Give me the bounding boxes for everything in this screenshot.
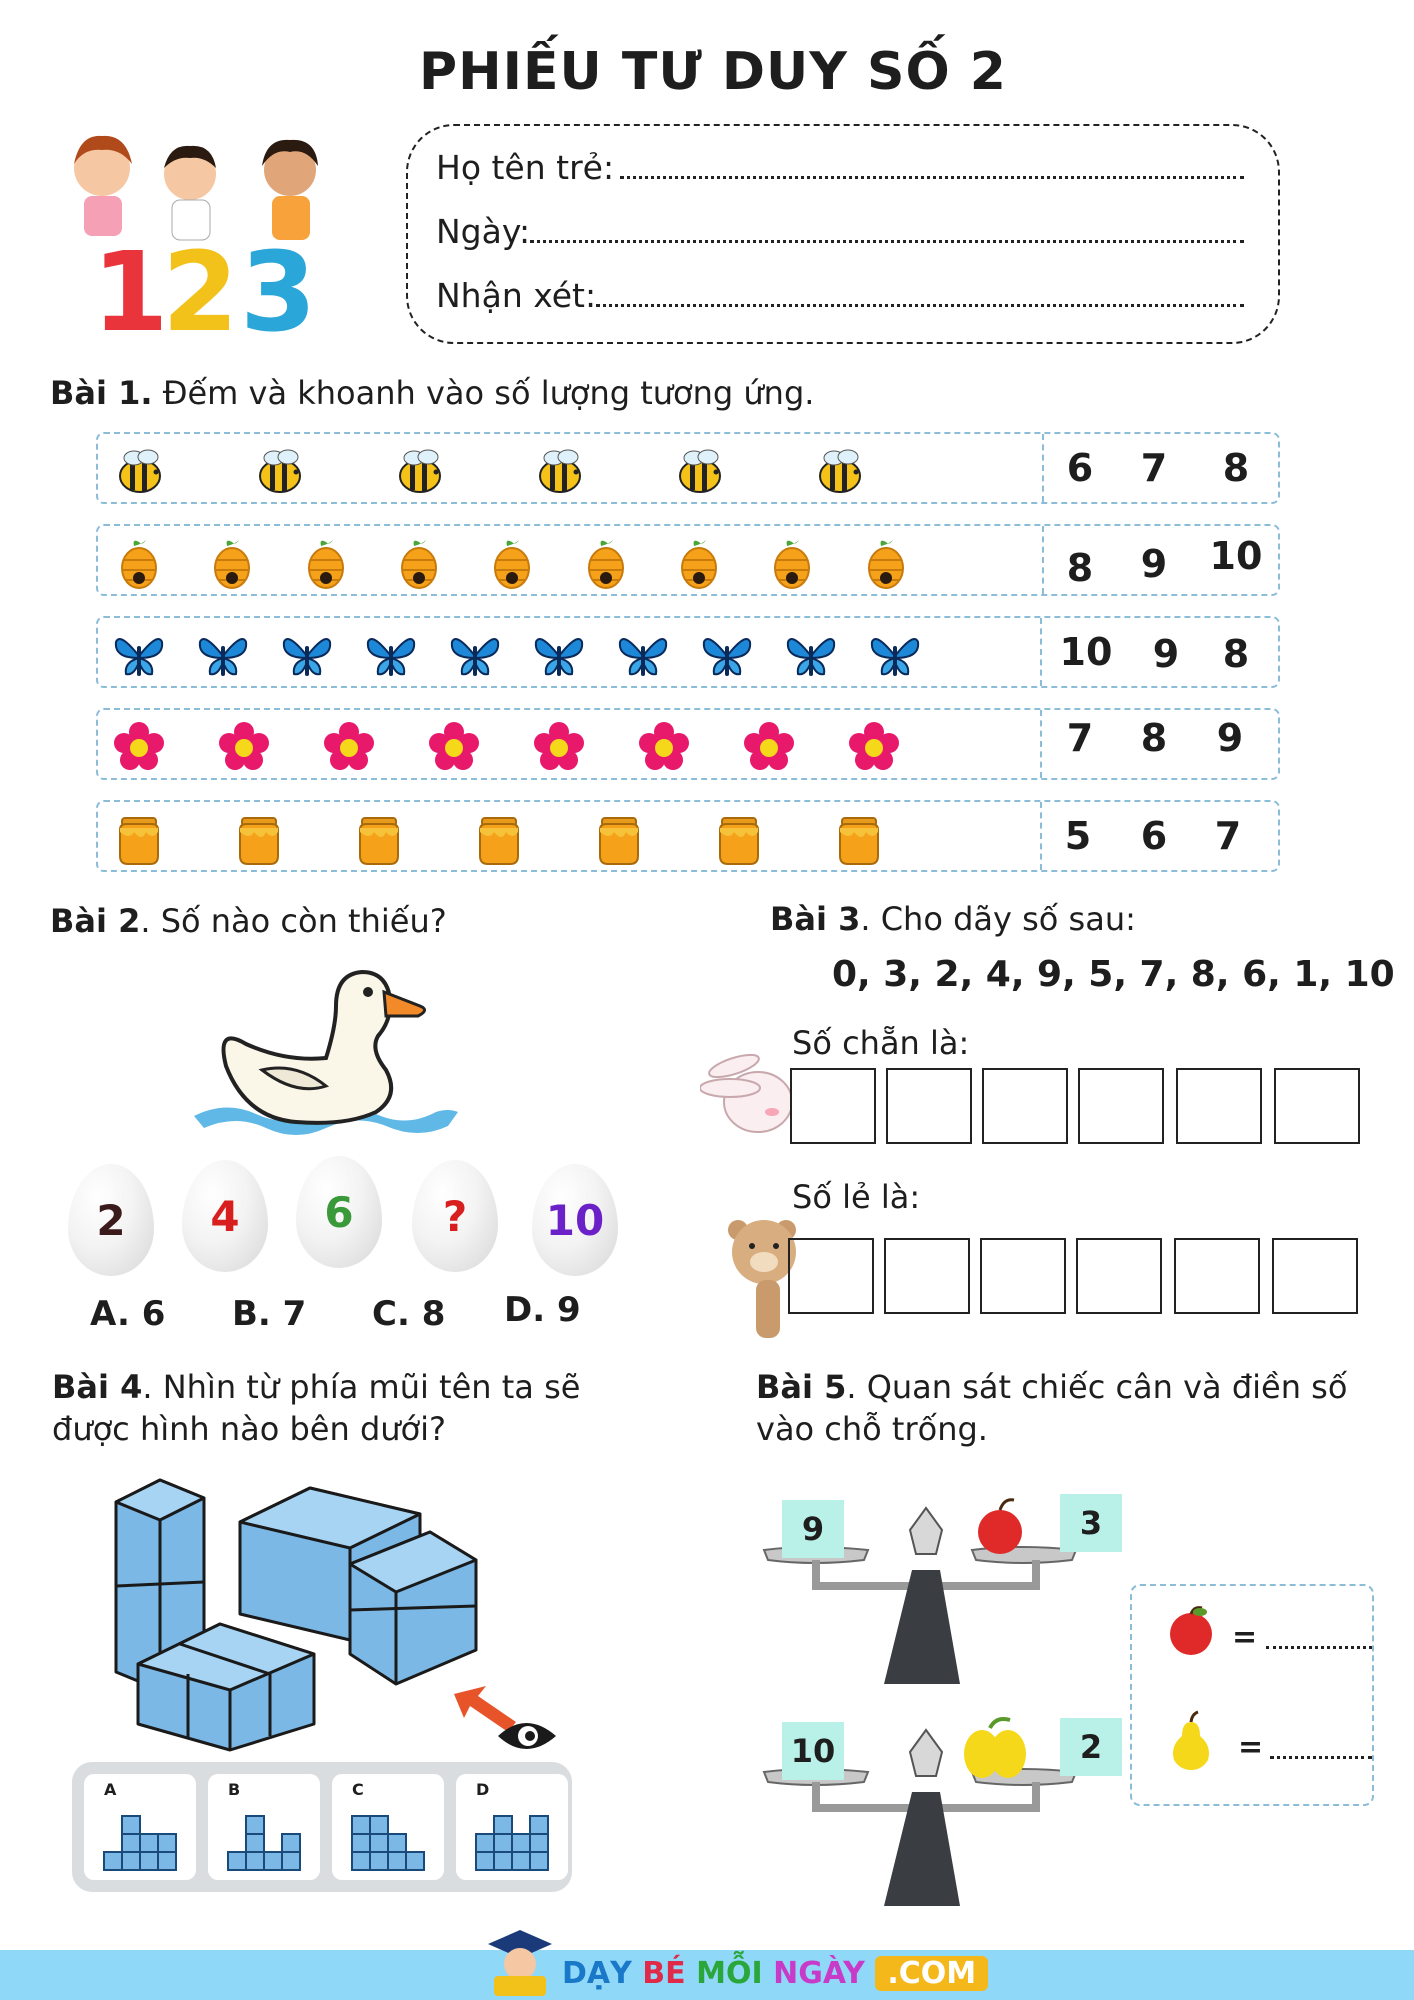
honey-jar-icon xyxy=(832,812,886,866)
number-sequence: 0, 3, 2, 4, 9, 5, 7, 8, 6, 1, 10 xyxy=(832,954,1395,995)
choice-number[interactable]: 9 xyxy=(1140,542,1168,586)
choice-number[interactable]: 5 xyxy=(1064,814,1092,858)
honey-jar-icon xyxy=(712,812,766,866)
bai1-text: Đếm và khoanh vào số lượng tương ứng. xyxy=(162,374,815,412)
comment-label: Nhận xét: xyxy=(436,276,597,315)
choice-number[interactable]: 7 xyxy=(1066,716,1094,760)
beehive-icon xyxy=(765,536,819,590)
weight-block xyxy=(782,1500,844,1558)
flower-icon xyxy=(847,720,901,774)
apple-icon xyxy=(1166,1604,1216,1656)
butterfly-icon xyxy=(616,628,670,682)
bai3-text: . Cho dãy số sau: xyxy=(860,900,1136,938)
beehive-icon xyxy=(859,536,913,590)
flower-icon xyxy=(112,720,166,774)
grid-shape-icon xyxy=(226,1808,304,1872)
weight-value: 10 xyxy=(790,1732,836,1770)
view-choice-a[interactable] xyxy=(84,1774,196,1880)
count-row-flowers xyxy=(96,708,1280,780)
bear-illustration xyxy=(724,1216,796,1340)
weight-value: 3 xyxy=(1079,1504,1103,1542)
count-row-hives xyxy=(96,524,1280,596)
even-answer-box[interactable] xyxy=(1274,1068,1360,1144)
odd-answer-box[interactable] xyxy=(1272,1238,1358,1314)
equals-sign: = xyxy=(1232,1620,1258,1655)
even-answer-box[interactable] xyxy=(1176,1068,1262,1144)
grid-shape-icon xyxy=(474,1808,552,1872)
brand-logo[interactable] xyxy=(562,1956,988,1991)
weight-block xyxy=(782,1722,844,1780)
student-info-box xyxy=(406,124,1280,344)
butterfly-icon xyxy=(364,628,418,682)
even-answer-box[interactable] xyxy=(790,1068,876,1144)
even-answer-box[interactable] xyxy=(886,1068,972,1144)
butterfly-icon xyxy=(196,628,250,682)
flower-icon xyxy=(427,720,481,774)
bai4-heading xyxy=(52,1366,580,1450)
name-label: Họ tên trẻ: xyxy=(436,148,615,187)
odd-label: Số lẻ là: xyxy=(792,1178,921,1216)
odd-answer-box[interactable] xyxy=(788,1238,874,1314)
odd-answer-box[interactable] xyxy=(1174,1238,1260,1314)
date-line[interactable] xyxy=(436,212,1244,251)
graduate-kid-logo-icon xyxy=(480,1926,560,1998)
bai2-label: Bài 2 xyxy=(50,902,141,940)
bunny-illustration xyxy=(700,1040,792,1140)
option-c[interactable]: C. 8 xyxy=(372,1294,446,1334)
bee-icon xyxy=(112,444,166,498)
butterfly-icon xyxy=(448,628,502,682)
view-choices-panel xyxy=(72,1762,572,1892)
pear-answer-line[interactable] xyxy=(1270,1756,1372,1759)
choice-number[interactable]: 8 xyxy=(1222,632,1250,676)
view-choice-d[interactable] xyxy=(456,1774,568,1880)
even-answer-box[interactable] xyxy=(982,1068,1068,1144)
bai5-heading xyxy=(756,1366,1347,1450)
equals-sign: = xyxy=(1238,1730,1264,1765)
honey-jar-icon xyxy=(592,812,646,866)
beehive-icon xyxy=(299,536,353,590)
arrow-eye-icon xyxy=(450,1680,560,1760)
name-line[interactable] xyxy=(436,148,1244,187)
grid-shape-icon xyxy=(350,1808,428,1872)
butterfly-icon xyxy=(784,628,838,682)
bai5-text-line2: vào chỗ trống. xyxy=(756,1410,988,1448)
duck-illustration xyxy=(186,966,462,1142)
view-choice-c[interactable] xyxy=(332,1774,444,1880)
svg-text:3: 3 xyxy=(240,228,317,340)
choice-number[interactable]: 7 xyxy=(1214,814,1242,858)
beehive-icon xyxy=(112,536,166,590)
choice-number[interactable]: 8 xyxy=(1066,546,1094,590)
count-row-butterflies xyxy=(96,616,1280,688)
svg-text:1: 1 xyxy=(92,228,169,340)
odd-answer-box[interactable] xyxy=(884,1238,970,1314)
weight-block xyxy=(1060,1718,1122,1776)
weight-value: 9 xyxy=(801,1510,825,1548)
bai4-label: Bài 4 xyxy=(52,1368,143,1406)
brand-word: MỖI xyxy=(696,1956,763,1991)
choice-label: C xyxy=(352,1780,364,1799)
flower-icon xyxy=(322,720,376,774)
egg-number: 4 xyxy=(210,1191,240,1241)
bai3-label: Bài 3 xyxy=(770,900,861,938)
odd-answer-box[interactable] xyxy=(980,1238,1066,1314)
choice-label: A xyxy=(104,1780,117,1799)
flower-icon xyxy=(217,720,271,774)
brand-word: DẠY xyxy=(562,1956,632,1991)
egg xyxy=(532,1164,618,1276)
beehive-icon xyxy=(392,536,446,590)
worksheet-title: PHIẾU TƯ DUY SỐ 2 xyxy=(419,42,1007,102)
beehive-icon xyxy=(485,536,539,590)
bai1-heading xyxy=(50,372,814,414)
choice-number[interactable]: 8 xyxy=(1140,716,1168,760)
even-answer-box[interactable] xyxy=(1078,1068,1164,1144)
honey-jar-icon xyxy=(472,812,526,866)
count-row-honey-jars xyxy=(96,800,1280,872)
comment-line[interactable] xyxy=(436,276,1244,315)
flower-icon xyxy=(532,720,586,774)
count-row-bees xyxy=(96,432,1280,504)
pear-icon xyxy=(1168,1710,1214,1772)
bai5-text-line1: . Quan sát chiếc cân và điền số xyxy=(846,1368,1348,1406)
egg xyxy=(412,1160,498,1272)
option-d[interactable]: D. 9 xyxy=(504,1290,581,1330)
bee-icon xyxy=(252,444,306,498)
bai1-label: Bài 1. xyxy=(50,374,153,412)
choice-number[interactable]: 6 xyxy=(1140,814,1168,858)
apple-answer-line[interactable] xyxy=(1266,1646,1372,1649)
choice-number[interactable]: 10 xyxy=(1059,630,1113,674)
bai4-text-line2: được hình nào bên dưới? xyxy=(52,1410,446,1448)
choice-number[interactable]: 7 xyxy=(1140,446,1168,490)
butterfly-icon xyxy=(532,628,586,682)
choice-number[interactable]: 8 xyxy=(1222,446,1250,490)
date-label: Ngày: xyxy=(436,212,531,251)
bai5-label: Bài 5 xyxy=(756,1368,847,1406)
scale-answer-box xyxy=(1130,1584,1374,1806)
butterfly-icon xyxy=(112,628,166,682)
butterfly-icon xyxy=(280,628,334,682)
honey-jar-icon xyxy=(232,812,286,866)
odd-answer-box[interactable] xyxy=(1076,1238,1162,1314)
choice-number[interactable]: 9 xyxy=(1216,716,1244,760)
weight-block xyxy=(1060,1494,1122,1552)
option-a[interactable]: A. 6 xyxy=(90,1294,166,1334)
choice-number[interactable]: 6 xyxy=(1066,446,1094,490)
weight-value: 2 xyxy=(1079,1728,1103,1766)
choice-label: D xyxy=(476,1780,490,1799)
beehive-icon xyxy=(205,536,259,590)
egg xyxy=(68,1164,154,1276)
choice-number[interactable]: 9 xyxy=(1152,632,1180,676)
egg-number: 10 xyxy=(545,1195,605,1245)
view-choice-b[interactable] xyxy=(208,1774,320,1880)
bee-icon xyxy=(392,444,446,498)
kids-123-illustration xyxy=(40,130,360,340)
egg-number: 2 xyxy=(96,1195,126,1245)
choice-label: B xyxy=(228,1780,241,1799)
honey-jar-icon xyxy=(112,812,166,866)
butterfly-icon xyxy=(868,628,922,682)
beehive-icon xyxy=(672,536,726,590)
egg-number: 6 xyxy=(324,1187,354,1237)
beehive-icon xyxy=(579,536,633,590)
option-b[interactable]: B. 7 xyxy=(232,1294,307,1334)
egg xyxy=(296,1156,382,1268)
bai2-text: . Số nào còn thiếu? xyxy=(140,902,447,940)
brand-word: BÉ xyxy=(642,1956,686,1991)
choice-number[interactable]: 10 xyxy=(1209,534,1263,578)
butterfly-icon xyxy=(700,628,754,682)
svg-text:2: 2 xyxy=(162,228,239,340)
flower-icon xyxy=(742,720,796,774)
bai3-heading xyxy=(770,898,1136,940)
bee-icon xyxy=(532,444,586,498)
brand-domain: .COM xyxy=(875,1956,988,1991)
bee-icon xyxy=(672,444,726,498)
flower-icon xyxy=(637,720,691,774)
bai2-heading xyxy=(50,900,447,942)
honey-jar-icon xyxy=(352,812,406,866)
egg-missing-number: ? xyxy=(442,1191,468,1241)
bee-icon xyxy=(812,444,866,498)
bai4-text-line1: . Nhìn từ phía mũi tên ta sẽ xyxy=(142,1368,581,1406)
brand-word: NGÀY xyxy=(773,1956,865,1991)
egg xyxy=(182,1160,268,1272)
even-label: Số chẵn là: xyxy=(792,1024,970,1062)
grid-shape-icon xyxy=(102,1808,180,1872)
